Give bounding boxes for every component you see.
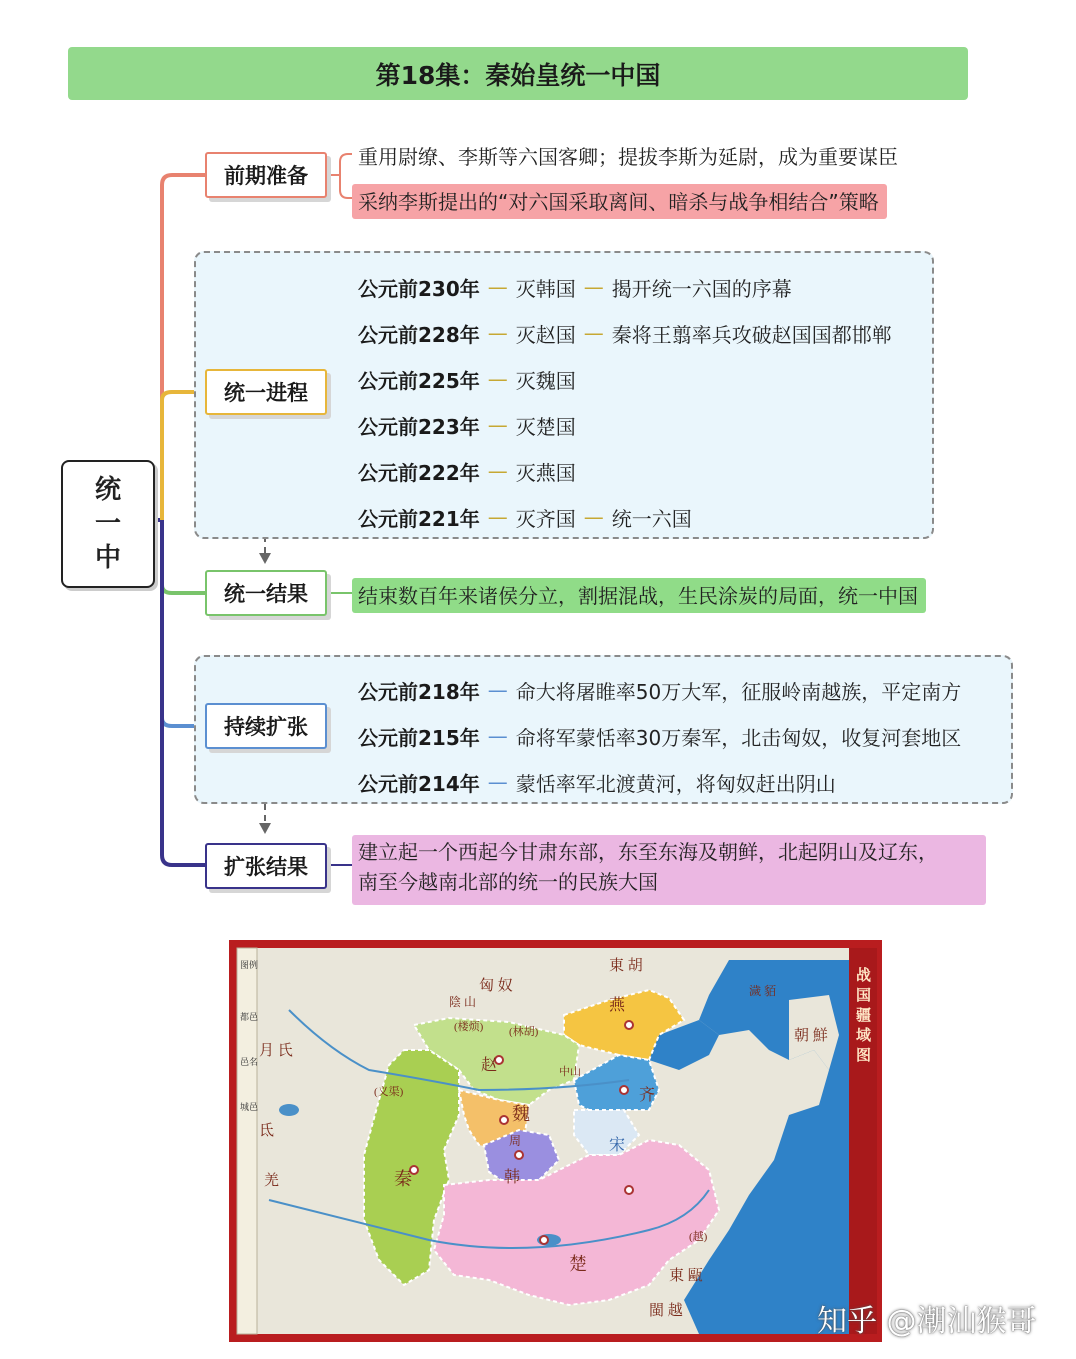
- branch-result: [205, 570, 327, 616]
- map-label-zhongshan: 中山: [559, 1066, 581, 1078]
- process-row: 公元前230年 — 灭韩国 — 揭开统一六国的序幕: [358, 264, 892, 310]
- map-legend-item: 都邑: [240, 1012, 259, 1022]
- root-char: 统: [94, 475, 121, 505]
- process-event: 灭燕国: [515, 460, 576, 485]
- page-title: 第18集：秦始皇统一中国: [68, 47, 968, 100]
- map-label-yue: (越): [689, 1231, 708, 1243]
- root-char: 一: [94, 509, 121, 539]
- process-row: 公元前225年 — 灭魏国: [358, 356, 892, 402]
- prep-item: 重用尉缭、李斯等六国客卿；提拔李斯为延尉，成为重要谋臣: [358, 145, 898, 169]
- branch-process-label: 统一进程: [224, 381, 308, 405]
- map-label-wei: 魏: [512, 1104, 530, 1124]
- process-note: 揭开统一六国的序幕: [611, 276, 792, 301]
- map-title-char: 图: [856, 1048, 872, 1064]
- expand-result-line: 南至今越南北部的统一的民族大国: [358, 870, 658, 894]
- map-label-chu: 楚: [569, 1254, 587, 1274]
- expand-row: 公元前218年 — 命大将屠睢率50万大军，征服岭南越族，平定南方: [358, 667, 961, 713]
- watermark: 知乎 @潮汕猴哥: [817, 1304, 1037, 1339]
- process-event: 灭魏国: [515, 368, 576, 393]
- map-label-minyue: 閩 越: [649, 1303, 683, 1319]
- map-label-han: 韩: [504, 1169, 521, 1186]
- map-label-yan: 燕: [609, 997, 626, 1014]
- map-lake: [279, 1104, 299, 1116]
- branch-expand: [205, 703, 327, 749]
- process-row: 公元前222年 — 灭燕国: [358, 448, 892, 494]
- expand-list: [358, 667, 961, 805]
- warring-states-map: [229, 940, 882, 1342]
- process-event: 灭楚国: [515, 414, 576, 439]
- map-label-xiongnu: 匈 奴: [479, 978, 513, 994]
- map-capital-marker: [625, 1021, 633, 1029]
- expand-event: 命将军蒙恬率30万秦军，北击匈奴，收复河套地区: [515, 725, 962, 750]
- map-title-char: 国: [856, 988, 872, 1004]
- map-capital-marker: [625, 1186, 633, 1194]
- expand-year: 公元前214年: [358, 771, 480, 796]
- process-event: 灭韩国: [515, 276, 576, 301]
- map-capital-marker: [515, 1151, 523, 1159]
- root-char: 中: [94, 543, 121, 573]
- map-legend-title: 图例: [240, 960, 259, 970]
- process-row: 公元前223年 — 灭楚国: [358, 402, 892, 448]
- map-capital-marker: [540, 1236, 548, 1244]
- process-year: 公元前228年: [358, 322, 480, 347]
- map-label-dongou: 東 甌: [669, 1268, 703, 1284]
- map-capital-marker: [620, 1086, 628, 1094]
- map-frame: [229, 940, 882, 1342]
- map-legend-item: 城邑: [240, 1102, 259, 1112]
- process-year: 公元前230年: [358, 276, 480, 301]
- branch-result-label: 统一结果: [224, 582, 308, 606]
- process-event: 灭齐国: [515, 506, 576, 531]
- result-text: 结束数百年来诸侯分立，割据混战，生民涂炭的局面，统一中国: [352, 578, 926, 613]
- map-label-yuezhi: 月 氏: [259, 1043, 293, 1059]
- process-list: [358, 264, 892, 540]
- expand-event: 命大将屠睢率50万大军，征服岭南越族，平定南方: [515, 679, 962, 704]
- expand-result-line: 建立起一个西起今甘肃东部，东至东海及朝鲜，北起阴山及辽东，: [358, 840, 938, 864]
- branch-expand-result-label: 扩张结果: [224, 855, 308, 879]
- process-event: 灭赵国: [515, 322, 576, 347]
- process-year: 公元前221年: [358, 506, 480, 531]
- process-note: 统一六国: [611, 506, 692, 531]
- map-capital-marker: [500, 1116, 508, 1124]
- process-row: 公元前228年 — 灭赵国 — 秦将王翦率兵攻破赵国国都邯郸: [358, 310, 892, 356]
- map-label-qin: 秦: [394, 1169, 412, 1189]
- process-note: 秦将王翦率兵攻破赵国国都邯郸: [611, 322, 892, 347]
- map-label-di: 氐: [259, 1123, 275, 1139]
- map-label-song: 宋: [609, 1137, 626, 1154]
- branch-process: [205, 369, 327, 415]
- map-title-char: 战: [856, 968, 872, 984]
- map-label-donghu: 東 胡: [609, 958, 643, 974]
- expand-event: 蒙恬率军北渡黄河，将匈奴赶出阴山: [515, 771, 836, 796]
- map-title-char: 疆: [856, 1008, 872, 1024]
- map-label-loufan: (楼烦): [454, 1021, 484, 1033]
- map-title-strip: [849, 948, 877, 1334]
- map-legend-item: 邑名: [240, 1057, 259, 1067]
- process-row: 公元前221年 — 灭齐国 — 统一六国: [358, 494, 892, 540]
- expand-year: 公元前215年: [358, 725, 480, 750]
- process-year: 公元前225年: [358, 368, 480, 393]
- expand-year: 公元前218年: [358, 679, 480, 704]
- map-label-zhao: 赵: [481, 1057, 498, 1074]
- map-label-qiang: 羌: [264, 1173, 280, 1189]
- branch-expand-result: [205, 843, 327, 889]
- root-node: [61, 460, 155, 588]
- branch-prep-label: 前期准备: [224, 164, 308, 188]
- map-label-chaoxian: 朝 鮮: [794, 1028, 828, 1044]
- map-label-huimo: 濊 貊: [749, 984, 777, 998]
- process-year: 公元前223年: [358, 414, 480, 439]
- expand-row: 公元前215年 — 命将军蒙恬率30万秦军，北击匈奴，收复河套地区: [358, 713, 961, 759]
- expand-row: 公元前214年 — 蒙恬率军北渡黄河，将匈奴赶出阴山: [358, 759, 961, 805]
- map-label-zhou: 周: [509, 1134, 522, 1148]
- prep-item-highlight: 采纳李斯提出的“对六国采取离间、暗杀与战争相结合”策略: [352, 184, 887, 219]
- map-label-linhu: (林胡): [509, 1026, 539, 1038]
- branch-prep: [205, 152, 327, 198]
- expand-result-text: [352, 835, 986, 905]
- process-year: 公元前222年: [358, 460, 480, 485]
- map-label-yiqu: (义渠): [374, 1086, 404, 1098]
- branch-expand-label: 持续扩张: [224, 715, 308, 739]
- map-label-qi: 齐: [639, 1087, 656, 1104]
- map-title-char: 域: [856, 1028, 872, 1044]
- map-legend-strip: [237, 948, 257, 1334]
- map-label-yinshan: 陰 山: [449, 995, 477, 1009]
